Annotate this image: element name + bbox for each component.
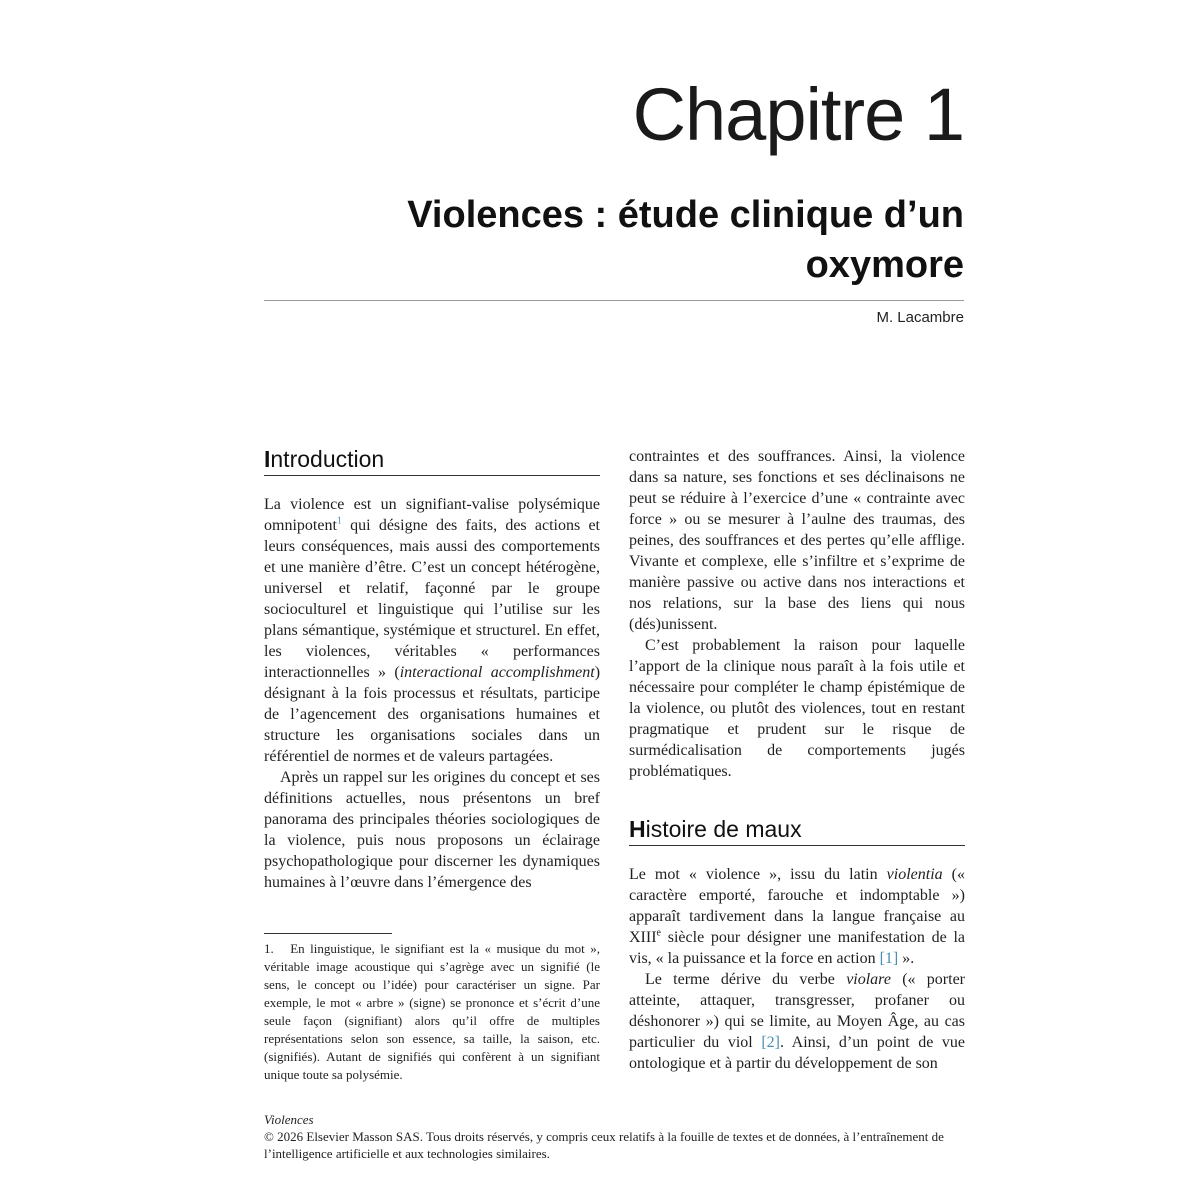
author-name: M. Lacambre <box>876 309 964 326</box>
intro-paragraph-1 <box>264 494 600 767</box>
text-run: Le mot « violence », issu du latin <box>629 866 887 883</box>
superscript: e <box>656 927 661 939</box>
footer-copyright: © 2026 Elsevier Masson SAS. Tous droits réservés, y compris ceux relatifs à la fouille de textes et de données, à l’entraînement de l’intelligence artificielle et aux technologies similaires. <box>264 1129 944 1161</box>
intro-paragraph-3: C’est probablement la raison pour laquelle l’apport de la clinique nous paraît à la fois utile et nécessaire pour compléter le champ épistémique de la violence, ou plutôt des violences, tout en restant pragmatique et prudent sur le risque de surmédicalisation de comportements jugés problématiques. <box>629 637 965 780</box>
text-run: La violence est un signifiant-valise polysémique omnipotent <box>264 496 600 534</box>
italic-term: violare <box>846 971 891 988</box>
text-run: (« caractère emporté, farouche et indomptable ») apparaît tardivement dans la langue française au XIII <box>629 866 966 946</box>
heading-initial: I <box>264 446 271 472</box>
footnote-text: En linguistique, le signifiant est la « musique du mot », véritable image acoustique qui s’agrège avec un signifié (le sens, le concept ou l’idée) pour caractériser un signe. Par exemple, le mot « arbre » (signe) se prononce et s’écrit d’une seule façon (signifiant) alors qu’il offre de multiples représentations selon son essence, sa taille, la saison, etc. (signifiés). Autant de signifiés qui confèrent à un signifiant unique toute sa polysémie. <box>264 941 601 1082</box>
left-column <box>264 446 600 893</box>
intro-paragraph-2-start: Après un rappel sur les origines du concept et ses définitions actuelles, nous présentons un bref panorama des principales théories sociologiques de la violence, puis nous proposons un éclairage psychopathologique pour discerner les dynamiques humaines à l’œuvre dans l’émergence des <box>264 769 600 891</box>
footnote-number: 1. <box>264 941 274 956</box>
histoire-paragraph-1 <box>629 864 965 969</box>
italic-term: interactional accomplishment <box>399 664 595 681</box>
page-footer <box>264 1111 964 1162</box>
histoire-paragraph-2 <box>629 969 965 1074</box>
chapter-label: Chapitre 1 <box>632 73 964 156</box>
citation-link[interactable]: [1] <box>879 950 899 967</box>
citation-link[interactable]: [2] <box>761 1034 780 1051</box>
title-divider <box>264 300 964 301</box>
footnote-divider <box>264 933 392 934</box>
chapter-title: Violences : étude clinique d’un oxymore <box>407 194 964 286</box>
text-run: ». <box>898 950 915 967</box>
text-run: (« porter atteinte, attaquer, transgresser, profaner ou déshonorer ») qui se limite, au Moyen Âge, au cas particulier du viol <box>629 971 966 1051</box>
heading-rest: istoire de maux <box>645 816 802 842</box>
heading-rest: ntroduction <box>270 446 385 472</box>
italic-term: violentia <box>886 866 943 883</box>
footer-book-title: Violences <box>264 1112 314 1127</box>
section-heading-histoire <box>629 816 965 846</box>
section-heading-introduction <box>264 446 600 476</box>
text-run: Le terme dérive du verbe <box>645 971 847 988</box>
footnote-marker[interactable]: 1 <box>336 515 342 527</box>
text-run: . Ainsi, d’un point de vue ontologique et à partir du développement de son <box>629 1034 965 1072</box>
text-run: qui désigne des faits, des actions et leurs conséquences, mais aussi des comportements et une manière d’être. C’est un concept hétérogène, universel et relatif, façonné par le groupe socioculturel et linguistique qui l’utilise sur les plans sémantique, systémique et structurel. En effet, les violences, véritables « performances interactionnelles » ( <box>264 517 600 681</box>
right-column <box>629 446 965 1074</box>
heading-initial: H <box>629 816 646 842</box>
text-run: siècle pour désigner une manifestation de la vis, « la puissance et la force en action <box>629 929 965 967</box>
footnote <box>264 940 600 1084</box>
text-run: ) désignant à la fois processus et résultats, participe de l’agencement des organisations humaines et structure les organisations sociales dans un référentiel de normes et de valeurs partagées. <box>264 664 601 765</box>
intro-paragraph-2-continued: contraintes et des souffrances. Ainsi, la violence dans sa nature, ses fonctions et ses déclinaisons ne peut se réduire à l’exercice d’une « contrainte avec force » ou se mesurer à l’aulne des traumas, des peines, des souffrances et des pertes qu’elle afflige. Vivante et complexe, elle s’infiltre et s’exprime de manière passive ou active dans nos interactions et nos relations, sur la base des liens qui nous (dés)unissent. <box>629 448 965 633</box>
